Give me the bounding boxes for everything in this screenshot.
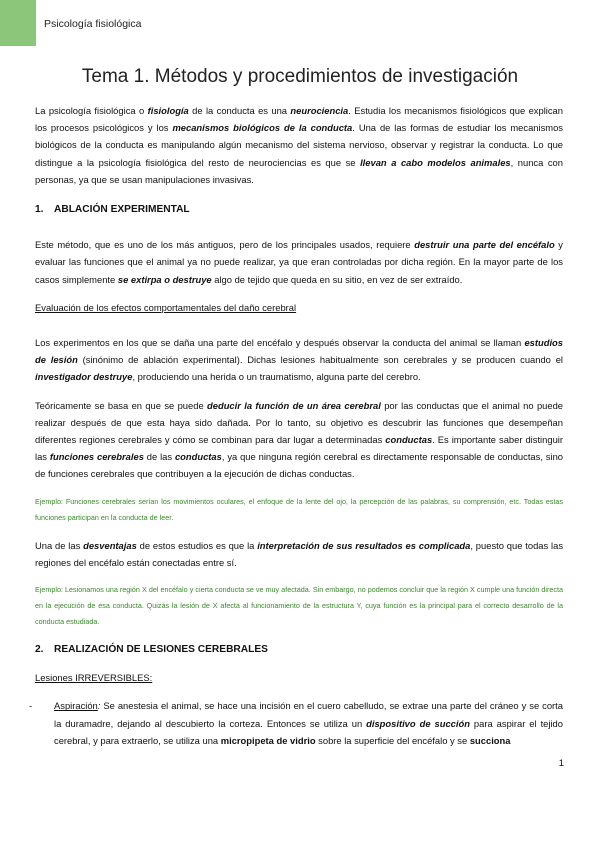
list-item-aspiracion: - Aspiración: Se anestesia el animal, se hace una incisión en el cuero cabelludo, se extrae una parte del cráneo y se corta la duramadre, dejando al descubierto la corteza. Entonces se utiliza un dispositivo de succión para aspirar el tejido cerebral, y para extraerlo, se utiliza una micropipeta de vidrio sobre la superficie del encéfalo y se succiona [29,700,563,746]
lesion-studies-paragraph: Los experimentos en los que se daña una parte del encéfalo y después observar la conducta del animal se llaman estudios de lesión (sinónimo de ablación experimental). Dichas lesiones habitualmente son cerebrales y se producen cuando el investigador destruye, produciendo una herida o un traumatismo, alguna parte del cerebro. [35,337,563,383]
page-title: Tema 1. Métodos y procedimientos de investigación [81,66,519,87]
subheading-evaluacion: Evaluación de los efectos comportamentales del daño cerebral [35,301,297,313]
document-body [29,102,564,749]
page-number: 1 [558,758,564,769]
example-functions: Ejemplo: Funciones cerebrales serían los movimientos oculares, el enfoque de la lente del ojo, la percepción de las palabras, su comprensión, etc. Todas estas funciones participan en la conducta de leer. [35,496,563,522]
ablacion-paragraph: Este método, que es uno de los más antiguos, pero de los principales usados, requiere destruir una parte del encéfalo y evaluar las funciones que el animal ya no puede realizar, ya que eran controladas por dicha región. En la mayor parte de los casos simplemente se extirpa o destruye algo de tejido que queda en su sitio, en vez de ser extraído. [35,239,563,285]
header-accent-block [0,0,36,46]
subheading-irreversibles: Lesiones IRREVERSIBLES: [35,672,153,684]
running-header: Psicología fisiológica [44,18,142,30]
intro-paragraph: La psicología fisiológica o fisiología de la conducta es una neurociencia. Estudia los mecanismos fisiológicos que explican los procesos psicológicos y los mecanismos biológicos de la conducta. Una de las formas de estudiar los mecanismos biológicos de la conducta es manipulando algún mecanismo del sistema nervioso, observar y registrar la conducta. Lo que distingue a la psicología fisiológica del resto de neurociencias es que se llevan a cabo modelos animales, nunca con personas, ya que se usan manipulaciones invasivas. [35,105,563,185]
section-heading-lesiones: 2. REALIZACIÓN DE LESIONES CEREBRALES [35,644,268,656]
example-lesion: Ejemplo: Lesionamos una región X del encéfalo y cierta conducta se ve muy afectada. Sin embargo, no podemos concluir que la región X cumple una función directa en la ejecución de esa conducta. Quizás la lesión de X afecta al funcionamiento de la estructura Y, cuya función es la principal para el correcto desarrollo de la conducta estudiada. [35,585,563,627]
disadvantages-paragraph: Una de las desventajas de estos estudios es que la interpretación de sus resultados es complicada, puesto que todas las regiones del encéfalo están conectadas entre sí. [35,539,564,568]
theory-paragraph: Teóricamente se basa en que se puede deducir la función de un área cerebral por las conductas que el animal no puede realizar después de que esta haya sido dañada. Por lo tanto, su objetivo es descubrir las funciones que desempeñan diferentes regiones cerebrales y cómo se combinan para dar lugar a determinadas conductas. Es importante saber distinguir las funciones cerebrales de las conductas, ya que ninguna región cerebral es directamente responsable de conductas, sino de funciones cerebrales que contribuyen a la ejecución de dichas conductas. [35,399,564,480]
section-heading-ablacion: 1. ABLACIÓN EXPERIMENTAL [35,204,190,216]
